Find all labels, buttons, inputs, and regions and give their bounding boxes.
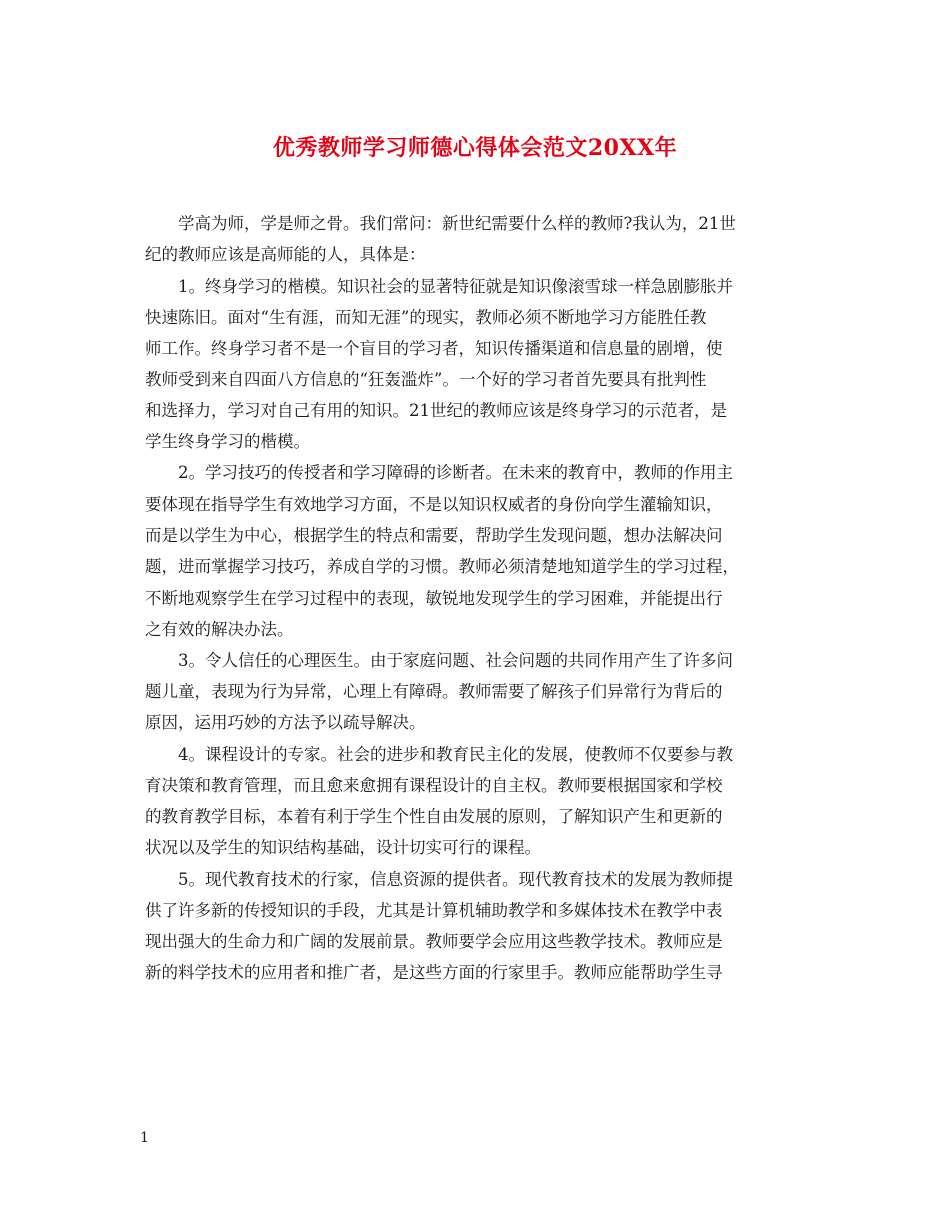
paragraph-line: 要体现在指导学生有效地学习方面，不是以知识权威者的身份向学生灌输知识，	[145, 495, 723, 514]
paragraph-line: 学生终身学习的楷模。	[145, 432, 310, 451]
paragraph-line: 状况以及学生的知识结构基础，设计切实可行的课程。	[145, 838, 541, 857]
paragraph-line: 快速陈旧。面对“生有涯，而知无涯”的现实，教师必须不断地学习方能胜任教	[145, 308, 707, 327]
paragraph-line: 原因，运用巧妙的方法予以疏导解决。	[145, 713, 426, 732]
paragraph-line: 教师受到来自四面八方信息的“狂轰滥炸”。一个好的学习者首先要具有批判性	[145, 370, 707, 389]
paragraph-line: 而是以学生为中心，根据学生的特点和需要，帮助学生发现问题，想办法解决问	[145, 526, 723, 545]
paragraph-line: 和选择力，学习对自己有用的知识。21世纪的教师应该是终身学习的示范者，是	[145, 401, 727, 420]
paragraph-line: 题儿童，表现为行为异常，心理上有障碍。教师需要了解孩子们异常行为背后的	[145, 682, 723, 701]
paragraph-line: 1。终身学习的楷模。知识社会的显著特征就是知识像滚雪球一样急剧膨胀并	[178, 277, 733, 296]
paragraph-line: 新的料学技术的应用者和推广者，是这些方面的行家里手。教师应能帮助学生寻	[145, 963, 723, 982]
paragraph-line: 题，进而掌握学习技巧，养成自学的习惯。教师必须清楚地知道学生的学习过程，	[145, 557, 739, 576]
paragraph-line: 师工作。终身学习者不是一个盲目的学习者，知识传播渠道和信息量的剧增，使	[145, 339, 723, 358]
paragraph-line: 学高为师，学是师之骨。我们常问：新世纪需要什么样的教师?我认为，21世	[178, 214, 736, 233]
paragraph-line: 5。现代教育技术的行家，信息资源的提供者。现代教育技术的发展为教师提	[178, 870, 733, 889]
paragraph-line: 不断地观察学生在学习过程中的表现，敏锐地发现学生的学习困难，并能提出行	[145, 589, 723, 608]
paragraph-line: 供了许多新的传授知识的手段，尤其是计算机辅助教学和多媒体技术在教学中表	[145, 901, 723, 920]
paragraph-line: 4。课程设计的专家。社会的进步和教育民主化的发展，使教师不仅要参与教	[178, 745, 733, 764]
paragraph-line: 育决策和教育管理，而且愈来愈拥有课程设计的自主权。教师要根据国家和学校	[145, 776, 723, 795]
paragraph-line: 现出强大的生命力和广阔的发展前景。教师要学会应用这些教学技术。教师应是	[145, 932, 723, 951]
paragraph-line: 2。学习技巧的传授者和学习障碍的诊断者。在未来的教育中，教师的作用主	[178, 463, 733, 482]
paragraph-line: 的教育教学目标，本着有利于学生个性自由发展的原则，了解知识产生和更新的	[145, 807, 723, 826]
paragraph-line: 3。令人信任的心理医生。由于家庭问题、社会问题的共同作用产生了许多问	[178, 651, 733, 670]
page-number: 1	[140, 1130, 149, 1146]
paragraph-line: 之有效的解决办法。	[145, 620, 294, 639]
document-title: 优秀教师学习师德心得体会范文20XX年	[272, 135, 678, 161]
paragraph-line: 纪的教师应该是高师能的人，具体是：	[145, 245, 426, 264]
